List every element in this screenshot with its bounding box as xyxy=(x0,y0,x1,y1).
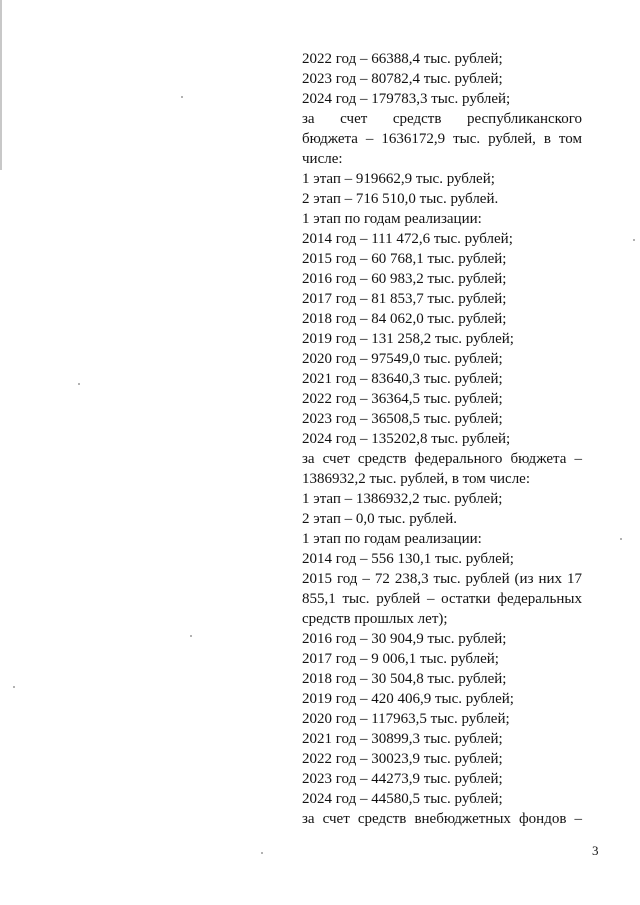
text-line: 2019 год – 420 406,9 тыс. рублей; xyxy=(302,691,514,707)
text-line: 2 этап – 0,0 тыс. рублей. xyxy=(302,511,457,527)
text-line: 2024 год – 44580,5 тыс. рублей; xyxy=(302,791,503,807)
text-line: 2014 год – 556 130,1 тыс. рублей; xyxy=(302,551,514,567)
text-line: 2023 год – 36508,5 тыс. рублей; xyxy=(302,411,503,427)
text-line: 2017 год – 81 853,7 тыс. рублей; xyxy=(302,291,507,307)
scan-edge-mark xyxy=(0,0,2,170)
text-line: 2022 год – 66388,4 тыс. рублей; xyxy=(302,51,503,67)
text-line: 2024 год – 179783,3 тыс. рублей; xyxy=(302,91,511,107)
text-line: бюджета – 1636172,9 тыс. рублей, в том xyxy=(302,131,582,147)
scan-speck xyxy=(181,96,183,98)
text-line: 2017 год – 9 006,1 тыс. рублей; xyxy=(302,651,499,667)
text-line: 2018 год – 30 504,8 тыс. рублей; xyxy=(302,671,507,687)
text-line: 2022 год – 36364,5 тыс. рублей; xyxy=(302,391,503,407)
text-line: 2018 год – 84 062,0 тыс. рублей; xyxy=(302,311,507,327)
text-line: 2020 год – 97549,0 тыс. рублей; xyxy=(302,351,503,367)
text-line: 2015 год – 60 768,1 тыс. рублей; xyxy=(302,251,507,267)
text-line: 2023 год – 44273,9 тыс. рублей; xyxy=(302,771,503,787)
text-line: числе: xyxy=(302,151,343,167)
scan-speck xyxy=(620,538,622,540)
text-line: за счет средств внебюджетных фондов – xyxy=(302,811,582,827)
text-line: за счет средств республиканского xyxy=(302,111,582,127)
text-line: 2015 год – 72 238,3 тыс. рублей (из них 17 xyxy=(302,571,582,587)
text-line: 2024 год – 135202,8 тыс. рублей; xyxy=(302,431,511,447)
body-text xyxy=(302,49,582,829)
text-line: 855,1 тыс. рублей – остатки федеральных xyxy=(302,591,582,607)
text-line: 1 этап – 1386932,2 тыс. рублей; xyxy=(302,491,503,507)
text-line: 1 этап по годам реализации: xyxy=(302,531,482,547)
page-number: 3 xyxy=(592,843,599,858)
scan-speck xyxy=(78,383,80,385)
text-line: 1 этап – 919662,9 тыс. рублей; xyxy=(302,171,495,187)
text-line: 2021 год – 30899,3 тыс. рублей; xyxy=(302,731,503,747)
text-line: 1 этап по годам реализации: xyxy=(302,211,482,227)
text-line: 1386932,2 тыс. рублей, в том числе: xyxy=(302,471,531,487)
text-line: 2016 год – 30 904,9 тыс. рублей; xyxy=(302,631,507,647)
text-line: 2014 год – 111 472,6 тыс. рублей; xyxy=(302,231,513,247)
text-line: 2020 год – 117963,5 тыс. рублей; xyxy=(302,711,510,727)
scan-speck xyxy=(261,852,263,854)
text-line: 2016 год – 60 983,2 тыс. рублей; xyxy=(302,271,507,287)
text-line: средств прошлых лет); xyxy=(302,611,448,627)
text-line: 2019 год – 131 258,2 тыс. рублей; xyxy=(302,331,514,347)
text-line: 2021 год – 83640,3 тыс. рублей; xyxy=(302,371,503,387)
text-line: 2023 год – 80782,4 тыс. рублей; xyxy=(302,71,503,87)
scan-speck xyxy=(13,686,15,688)
scan-speck xyxy=(190,635,192,637)
scan-speck xyxy=(633,239,635,241)
text-line: 2022 год – 30023,9 тыс. рублей; xyxy=(302,751,503,767)
text-line: за счет средств федерального бюджета – xyxy=(302,451,582,467)
text-line: 2 этап – 716 510,0 тыс. рублей. xyxy=(302,191,499,207)
